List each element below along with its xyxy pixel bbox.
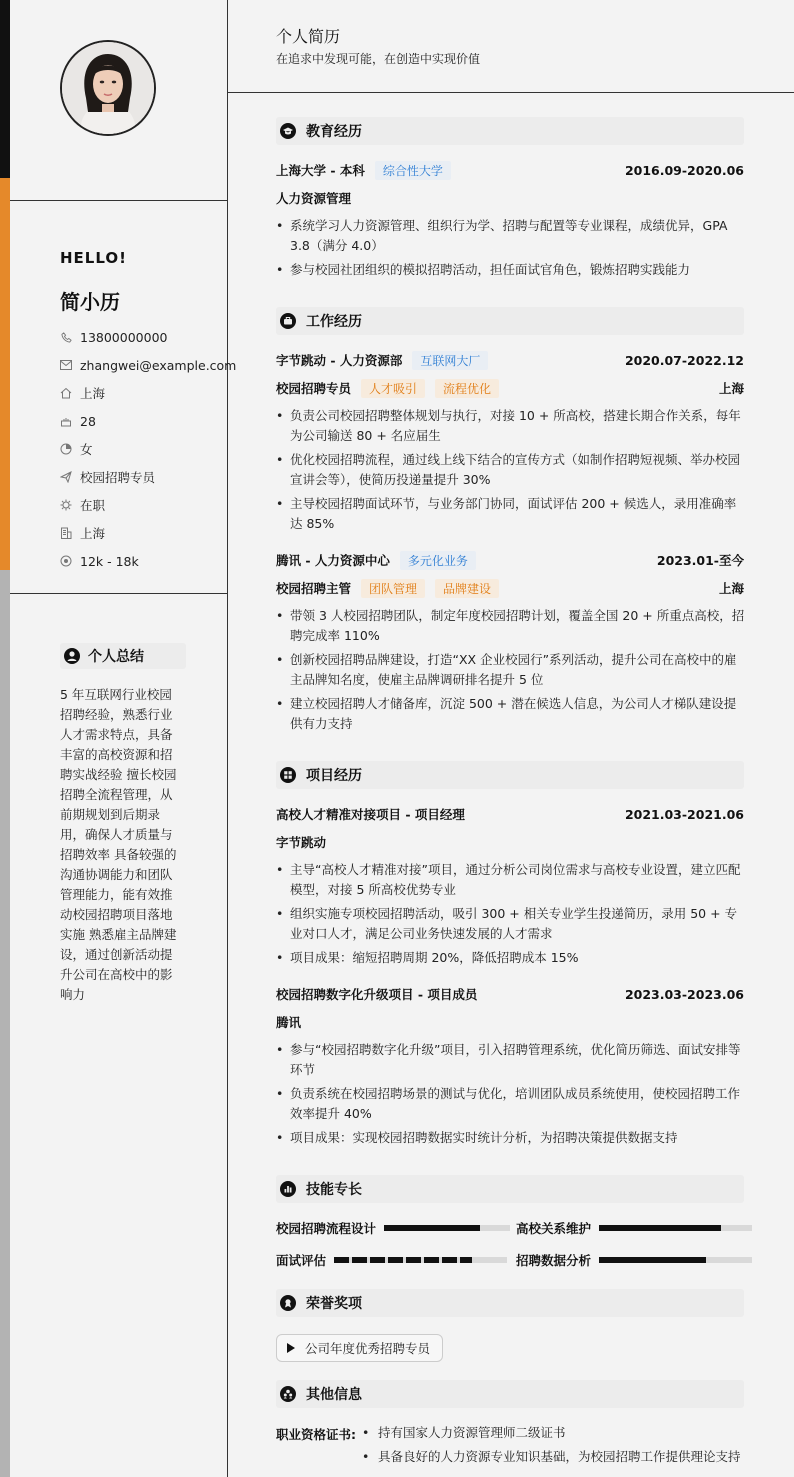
graduation-cap-icon bbox=[280, 123, 296, 139]
job-row bbox=[276, 349, 744, 371]
award-label: 公司年度优秀招聘专员 bbox=[305, 1341, 431, 1356]
skill-bar-fill bbox=[599, 1257, 706, 1263]
info-status bbox=[60, 491, 236, 519]
major-row bbox=[276, 187, 744, 209]
info-value: 12k - 18k bbox=[80, 553, 139, 569]
school-tag: 综合性大学 bbox=[375, 161, 451, 180]
education-period: 2016.09-2020.06 bbox=[624, 162, 744, 178]
project-row bbox=[276, 983, 744, 1005]
education-bullets bbox=[276, 216, 746, 284]
certificate-list bbox=[362, 1423, 741, 1471]
accent-strip-gray bbox=[0, 570, 10, 1477]
gender-icon bbox=[60, 443, 72, 455]
job-bullets bbox=[276, 406, 746, 538]
contact-info-list bbox=[60, 323, 236, 575]
info-email bbox=[60, 351, 236, 379]
avatar-portrait-icon bbox=[62, 42, 154, 134]
grid-icon bbox=[280, 767, 296, 783]
role-row bbox=[276, 377, 744, 399]
project-org-row bbox=[276, 1011, 744, 1033]
page-title: 个人简历 bbox=[276, 27, 341, 46]
certificate-label: 职业资格证书: bbox=[276, 1427, 356, 1442]
building-icon bbox=[60, 527, 72, 539]
company-name: 字节跳动 - 人力资源部 bbox=[276, 353, 403, 368]
role-tag: 团队管理 bbox=[361, 579, 425, 598]
skill-bar bbox=[384, 1225, 510, 1231]
sidebar-divider bbox=[10, 200, 228, 201]
list-item: • 组织实施专项校园招聘活动，吸引 300 + 相关专业学生投递简历，录用 50 + 专业对口人才，满足公司业务快速发展的人才需求 bbox=[276, 904, 746, 944]
job-city: 上海 bbox=[718, 581, 744, 596]
company-tag: 多元化业务 bbox=[400, 551, 476, 570]
project-name: 高校人才精准对接项目 - 项目经理 bbox=[276, 807, 465, 822]
person-name: 简小历 bbox=[60, 290, 120, 314]
accent-strip-orange bbox=[0, 178, 10, 570]
info-gender bbox=[60, 435, 236, 463]
award-badge[interactable] bbox=[276, 1334, 443, 1362]
project-row bbox=[276, 803, 744, 825]
list-item: • 参与校园社团组织的模拟招聘活动，担任面试官角色，锻炼招聘实践能力 bbox=[276, 260, 746, 280]
job-bullets bbox=[276, 606, 746, 738]
major-name: 人力资源管理 bbox=[276, 191, 352, 206]
section-title: 技能专长 bbox=[306, 1182, 362, 1198]
job-period: 2020.07-2022.12 bbox=[624, 352, 744, 368]
info-value: 上海 bbox=[80, 526, 106, 541]
project-period: 2023.03-2023.06 bbox=[624, 986, 744, 1002]
section-title: 项目经历 bbox=[306, 768, 362, 784]
info-value: 在职 bbox=[80, 498, 106, 513]
user-circle-icon bbox=[64, 648, 80, 664]
briefcase-icon bbox=[280, 313, 296, 329]
skill-name: 高校关系维护 bbox=[516, 1221, 592, 1236]
info-city bbox=[60, 519, 236, 547]
list-item: • 项目成果：缩短招聘周期 20%，降低招聘成本 15% bbox=[276, 948, 746, 968]
role-tag: 人才吸引 bbox=[361, 379, 425, 398]
info-location bbox=[60, 379, 236, 407]
skill-name: 面试评估 bbox=[276, 1253, 327, 1268]
role-name: 校园招聘主管 bbox=[276, 581, 352, 596]
job-city: 上海 bbox=[718, 381, 744, 396]
education-row bbox=[276, 159, 744, 181]
sidebar-divider bbox=[10, 593, 228, 594]
summary-title: 个人总结 bbox=[88, 649, 144, 665]
list-item: • 带领 3 人校园招聘团队，制定年度校园招聘计划，覆盖全国 20 + 所重点高校，招聘完成率 110% bbox=[276, 606, 746, 646]
accent-strip-black bbox=[0, 0, 10, 178]
skill-item bbox=[276, 1250, 507, 1270]
company-tag: 互联网大厂 bbox=[412, 351, 488, 370]
school-name: 上海大学 - 本科 bbox=[276, 163, 365, 178]
info-value: 13800000000 bbox=[80, 329, 168, 345]
section-title: 工作经历 bbox=[306, 314, 362, 330]
mail-icon bbox=[60, 359, 72, 371]
list-item: • 主导校园招聘面试环节，与业务部门协同，面试评估 200 + 候选人，录用准确率达 85% bbox=[276, 494, 746, 534]
project-name: 校园招聘数字化升级项目 - 项目成员 bbox=[276, 987, 478, 1002]
education-heading bbox=[276, 117, 744, 145]
info-value: 女 bbox=[80, 442, 93, 457]
salary-icon bbox=[60, 555, 72, 567]
info-value: 28 bbox=[80, 413, 96, 429]
list-item: • 系统学习人力资源管理、组织行为学、招聘与配置等专业课程，成绩优异，GPA 3.8（满分 4.0） bbox=[276, 216, 746, 256]
list-item: • 项目成果：实现校园招聘数据实时统计分析，为招聘决策提供数据支持 bbox=[276, 1128, 746, 1148]
page-subtitle: 在追求中发现可能，在创造中实现价值 bbox=[276, 52, 481, 66]
project-org-row bbox=[276, 831, 744, 853]
age-icon bbox=[60, 415, 72, 427]
role-tag: 品牌建设 bbox=[435, 579, 499, 598]
summary-text: 5 年互联网行业校园招聘经验，熟悉行业人才需求特点，具备丰富的高校资源和招聘实战经验 擅长校园招聘全流程管理，从前期规划到后期录用，确保人才质量与招聘效率 具备较强的沟通协调能力和团队管理能力，能有效推动校园招聘项目落地实施 熟悉雇主品牌建设，通过创新活动提升公司在高校中的影响力 bbox=[60, 687, 177, 1002]
project-org: 字节跳动 bbox=[276, 835, 327, 850]
info-salary bbox=[60, 547, 236, 575]
header-divider bbox=[228, 92, 794, 93]
skill-bar bbox=[599, 1257, 752, 1263]
role-row bbox=[276, 577, 744, 599]
home-icon bbox=[60, 387, 72, 399]
other-heading bbox=[276, 1380, 744, 1408]
list-item: • 优化校园招聘流程，通过线上线下结合的宣传方式（如制作招聘短视频、举办校园宣讲会等），使简历投递量提升 30% bbox=[276, 450, 746, 490]
people-icon bbox=[280, 1386, 296, 1402]
job-row bbox=[276, 549, 744, 571]
skill-item bbox=[276, 1218, 510, 1238]
info-value: zhangwei@example.com bbox=[80, 357, 237, 373]
list-item: • 主导“高校人才精准对接”项目，通过分析公司岗位需求与高校专业设置，建立匹配模型，对接 5 所高校优势专业 bbox=[276, 860, 746, 900]
section-title: 教育经历 bbox=[306, 124, 362, 140]
skills-heading bbox=[276, 1175, 744, 1203]
awards-heading bbox=[276, 1289, 744, 1317]
list-item: • 持有国家人力资源管理师二级证书 bbox=[362, 1423, 741, 1443]
role-tag: 流程优化 bbox=[435, 379, 499, 398]
list-item: • 负责系统在校园招聘场景的测试与优化，培训团队成员系统使用，使校园招聘工作效率提升 40% bbox=[276, 1084, 746, 1124]
status-icon bbox=[60, 499, 72, 511]
skill-bar-fill bbox=[334, 1257, 472, 1263]
job-period: 2023.01-至今 bbox=[656, 553, 744, 568]
project-period: 2021.03-2021.06 bbox=[624, 806, 744, 822]
phone-icon bbox=[60, 331, 72, 343]
hello-greeting: HELLO! bbox=[60, 249, 127, 267]
info-phone bbox=[60, 323, 236, 351]
info-value: 校园招聘专员 bbox=[80, 470, 156, 485]
info-age bbox=[60, 407, 236, 435]
skill-name: 校园招聘流程设计 bbox=[276, 1221, 377, 1236]
skill-item bbox=[516, 1250, 752, 1270]
work-heading bbox=[276, 307, 744, 335]
list-item: • 创新校园招聘品牌建设，打造“XX 企业校园行”系列活动，提升公司在高校中的雇主品牌知名度，使雇主品牌调研排名提升 5 位 bbox=[276, 650, 746, 690]
project-bullets bbox=[276, 860, 746, 972]
role-name: 校园招聘专员 bbox=[276, 381, 352, 396]
section-title: 其他信息 bbox=[306, 1387, 362, 1403]
projects-heading bbox=[276, 761, 744, 789]
project-bullets bbox=[276, 1040, 746, 1152]
skill-name: 招聘数据分析 bbox=[516, 1253, 592, 1268]
list-item: • 具备良好的人力资源专业知识基础，为校园招聘工作提供理论支持 bbox=[362, 1447, 741, 1467]
award-icon bbox=[280, 1295, 296, 1311]
skill-bar-fill bbox=[599, 1225, 721, 1231]
sidebar bbox=[10, 0, 237, 1477]
skill-bar-fill bbox=[384, 1225, 480, 1231]
project-org: 腾讯 bbox=[276, 1015, 302, 1030]
section-title: 荣誉奖项 bbox=[306, 1296, 362, 1312]
bar-chart-icon bbox=[280, 1181, 296, 1197]
avatar bbox=[60, 40, 156, 136]
skill-bar bbox=[599, 1225, 752, 1231]
skill-bar bbox=[334, 1257, 507, 1263]
list-item: • 负责公司校园招聘整体规划与执行，对接 10 + 所高校，搭建长期合作关系，每年为公司输送 80 + 名应届生 bbox=[276, 406, 746, 446]
skill-item bbox=[516, 1218, 752, 1238]
summary-heading bbox=[60, 643, 186, 669]
main-content bbox=[228, 0, 794, 1477]
play-icon bbox=[287, 1343, 295, 1353]
send-icon bbox=[60, 471, 72, 483]
info-value: 上海 bbox=[80, 386, 106, 401]
list-item: • 建立校园招聘人才储备库，沉淀 500 + 潜在候选人信息，为公司人才梯队建设提供有力支持 bbox=[276, 694, 746, 734]
company-name: 腾讯 - 人力资源中心 bbox=[276, 553, 390, 568]
info-position bbox=[60, 463, 236, 491]
list-item: • 参与“校园招聘数字化升级”项目，引入招聘管理系统，优化简历筛选、面试安排等环节 bbox=[276, 1040, 746, 1080]
